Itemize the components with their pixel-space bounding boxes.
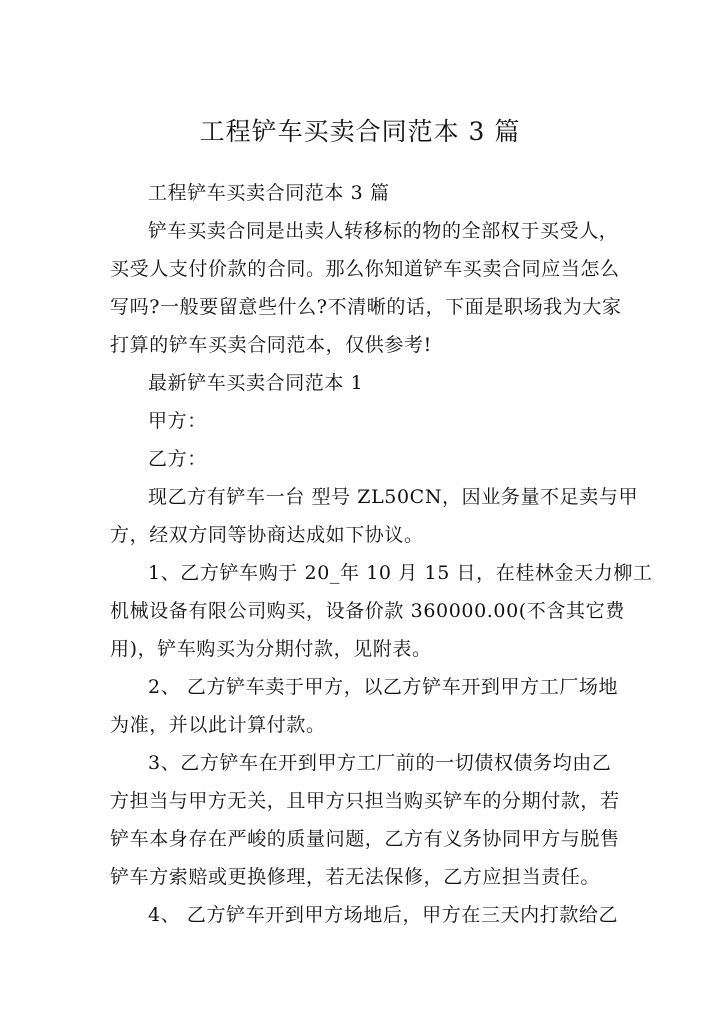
clause-1-line: 用)，铲车购买为分期付款，见附表。 [110,638,432,660]
party-b-label: 乙方： [148,448,207,470]
body-line: 打算的铲车买卖合同范本，仅供参考! [110,334,432,356]
clause-2-line: 2、 乙方铲车卖于甲方，以乙方铲车开到甲方工厂场地 [148,676,619,698]
clause-3-line: 3、乙方铲车在开到甲方工厂前的一切债权债务均由乙 [148,752,612,774]
body-line: 现乙方有铲车一台 型号 ZL50CN，因业务量不足卖与甲 [148,486,639,508]
subtitle-line: 工程铲车买卖合同范本 3 篇 [148,182,390,204]
section-heading: 最新铲车买卖合同范本 1 [148,372,364,394]
party-a-label: 甲方： [148,410,207,432]
clause-3-line: 铲车方索赔或更换修理，若无法保修，乙方应担当责任。 [110,866,601,888]
document-title: 工程铲车买卖合同范本 3 篇 [199,117,521,146]
clause-4-line: 4、 乙方铲车开到甲方场地后，甲方在三天内打款给乙 [148,904,619,926]
clause-2-line: 为准，并以此计算付款。 [110,714,326,736]
body-line: 铲车买卖合同是出卖人转移标的物的全部权于买受人， [148,220,619,242]
body-line: 写吗?一般要留意些什么?不清晰的话，下面是职场我为大家 [110,296,622,318]
body-line: 买受人支付价款的合同。那么你知道铲车买卖合同应当怎么 [110,258,620,280]
clause-3-line: 铲车本身存在严峻的质量问题，乙方有义务协同甲方与脱售 [110,828,620,850]
clause-1-line: 1、乙方铲车购于 20_年 10 月 15 日，在桂林金天力柳工 [148,562,653,584]
clause-1-line: 机械设备有限公司购买，设备价款 360000.00(不含其它费 [110,600,625,622]
body-line: 方，经双方同等协商达成如下协议。 [110,524,424,546]
clause-3-line: 方担当与甲方无关，且甲方只担当购买铲车的分期付款，若 [110,790,620,812]
